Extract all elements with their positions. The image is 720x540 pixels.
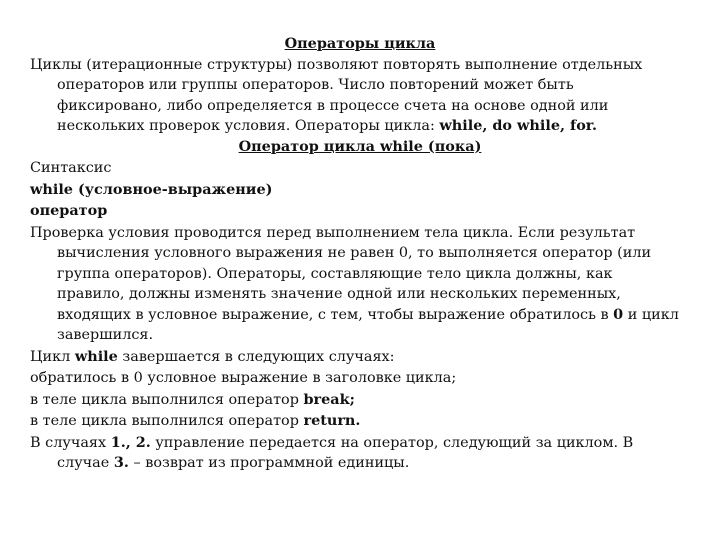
transfer-pre: В случаях <box>30 434 111 451</box>
syntax-while-line: while (условное-выражение) <box>30 180 273 198</box>
slide-content <box>30 34 680 474</box>
condition-text-1: Проверка условия проводится перед выполнением тела цикла. Если результат вычисления условного выражения не равен 0, то выполняется оператор (или группа операторов). Операторы, составляющие тело цикла должны, как правило, должны изменять значение одной или нескольких переменных, входящих в условное выражение, с тем, чтобы выражение обратилось в <box>30 224 652 323</box>
termination-keyword: while <box>74 347 118 365</box>
paragraph-loops-intro <box>30 55 680 137</box>
syntax-operator-line: оператор <box>30 202 108 219</box>
case-break <box>30 390 680 411</box>
transfer-cases-1-2: 1., 2. <box>110 433 151 451</box>
case-condition-zero: обратилось в 0 условное выражение в заголовке цикла; <box>30 370 457 386</box>
intro-text: Циклы (итерационные структуры) позволяют повторять выполнение отдельных операторов или группы операторов. Число повторений может быть фиксировано, либо определяется в процессе счета на основе одной или нескольких проверок условия. Операторы цикла: <box>30 56 643 134</box>
transfer-mid: управление передается на оператор, следующий за циклом. В случае <box>57 434 634 471</box>
paragraph-termination-cases <box>30 347 680 368</box>
transfer-post: – возврат из программной единицы. <box>128 455 410 471</box>
paragraph-control-transfer <box>30 433 680 474</box>
transfer-case-3: 3. <box>113 454 129 471</box>
termination-pre: Цикл <box>30 348 75 365</box>
title-loop-operators: Операторы цикла <box>284 35 436 52</box>
case-break-text: в теле цикла выполнился оператор <box>30 391 304 408</box>
condition-zero: 0 <box>613 305 624 323</box>
case-return-keyword: return. <box>303 412 361 429</box>
syntax-label: Синтаксис <box>30 160 112 176</box>
case-break-keyword: break; <box>303 390 355 408</box>
termination-post: завершается в следующих случаях: <box>117 348 395 365</box>
case-return <box>30 411 680 432</box>
case-return-text: в теле цикла выполнился оператор <box>30 413 304 429</box>
condition-text-2: и цикл завершился. <box>57 306 679 343</box>
title-while-operator: Оператор цикла while (пока) <box>238 137 482 155</box>
intro-keywords: while, do while, for. <box>439 117 598 134</box>
paragraph-condition-check <box>30 223 680 346</box>
